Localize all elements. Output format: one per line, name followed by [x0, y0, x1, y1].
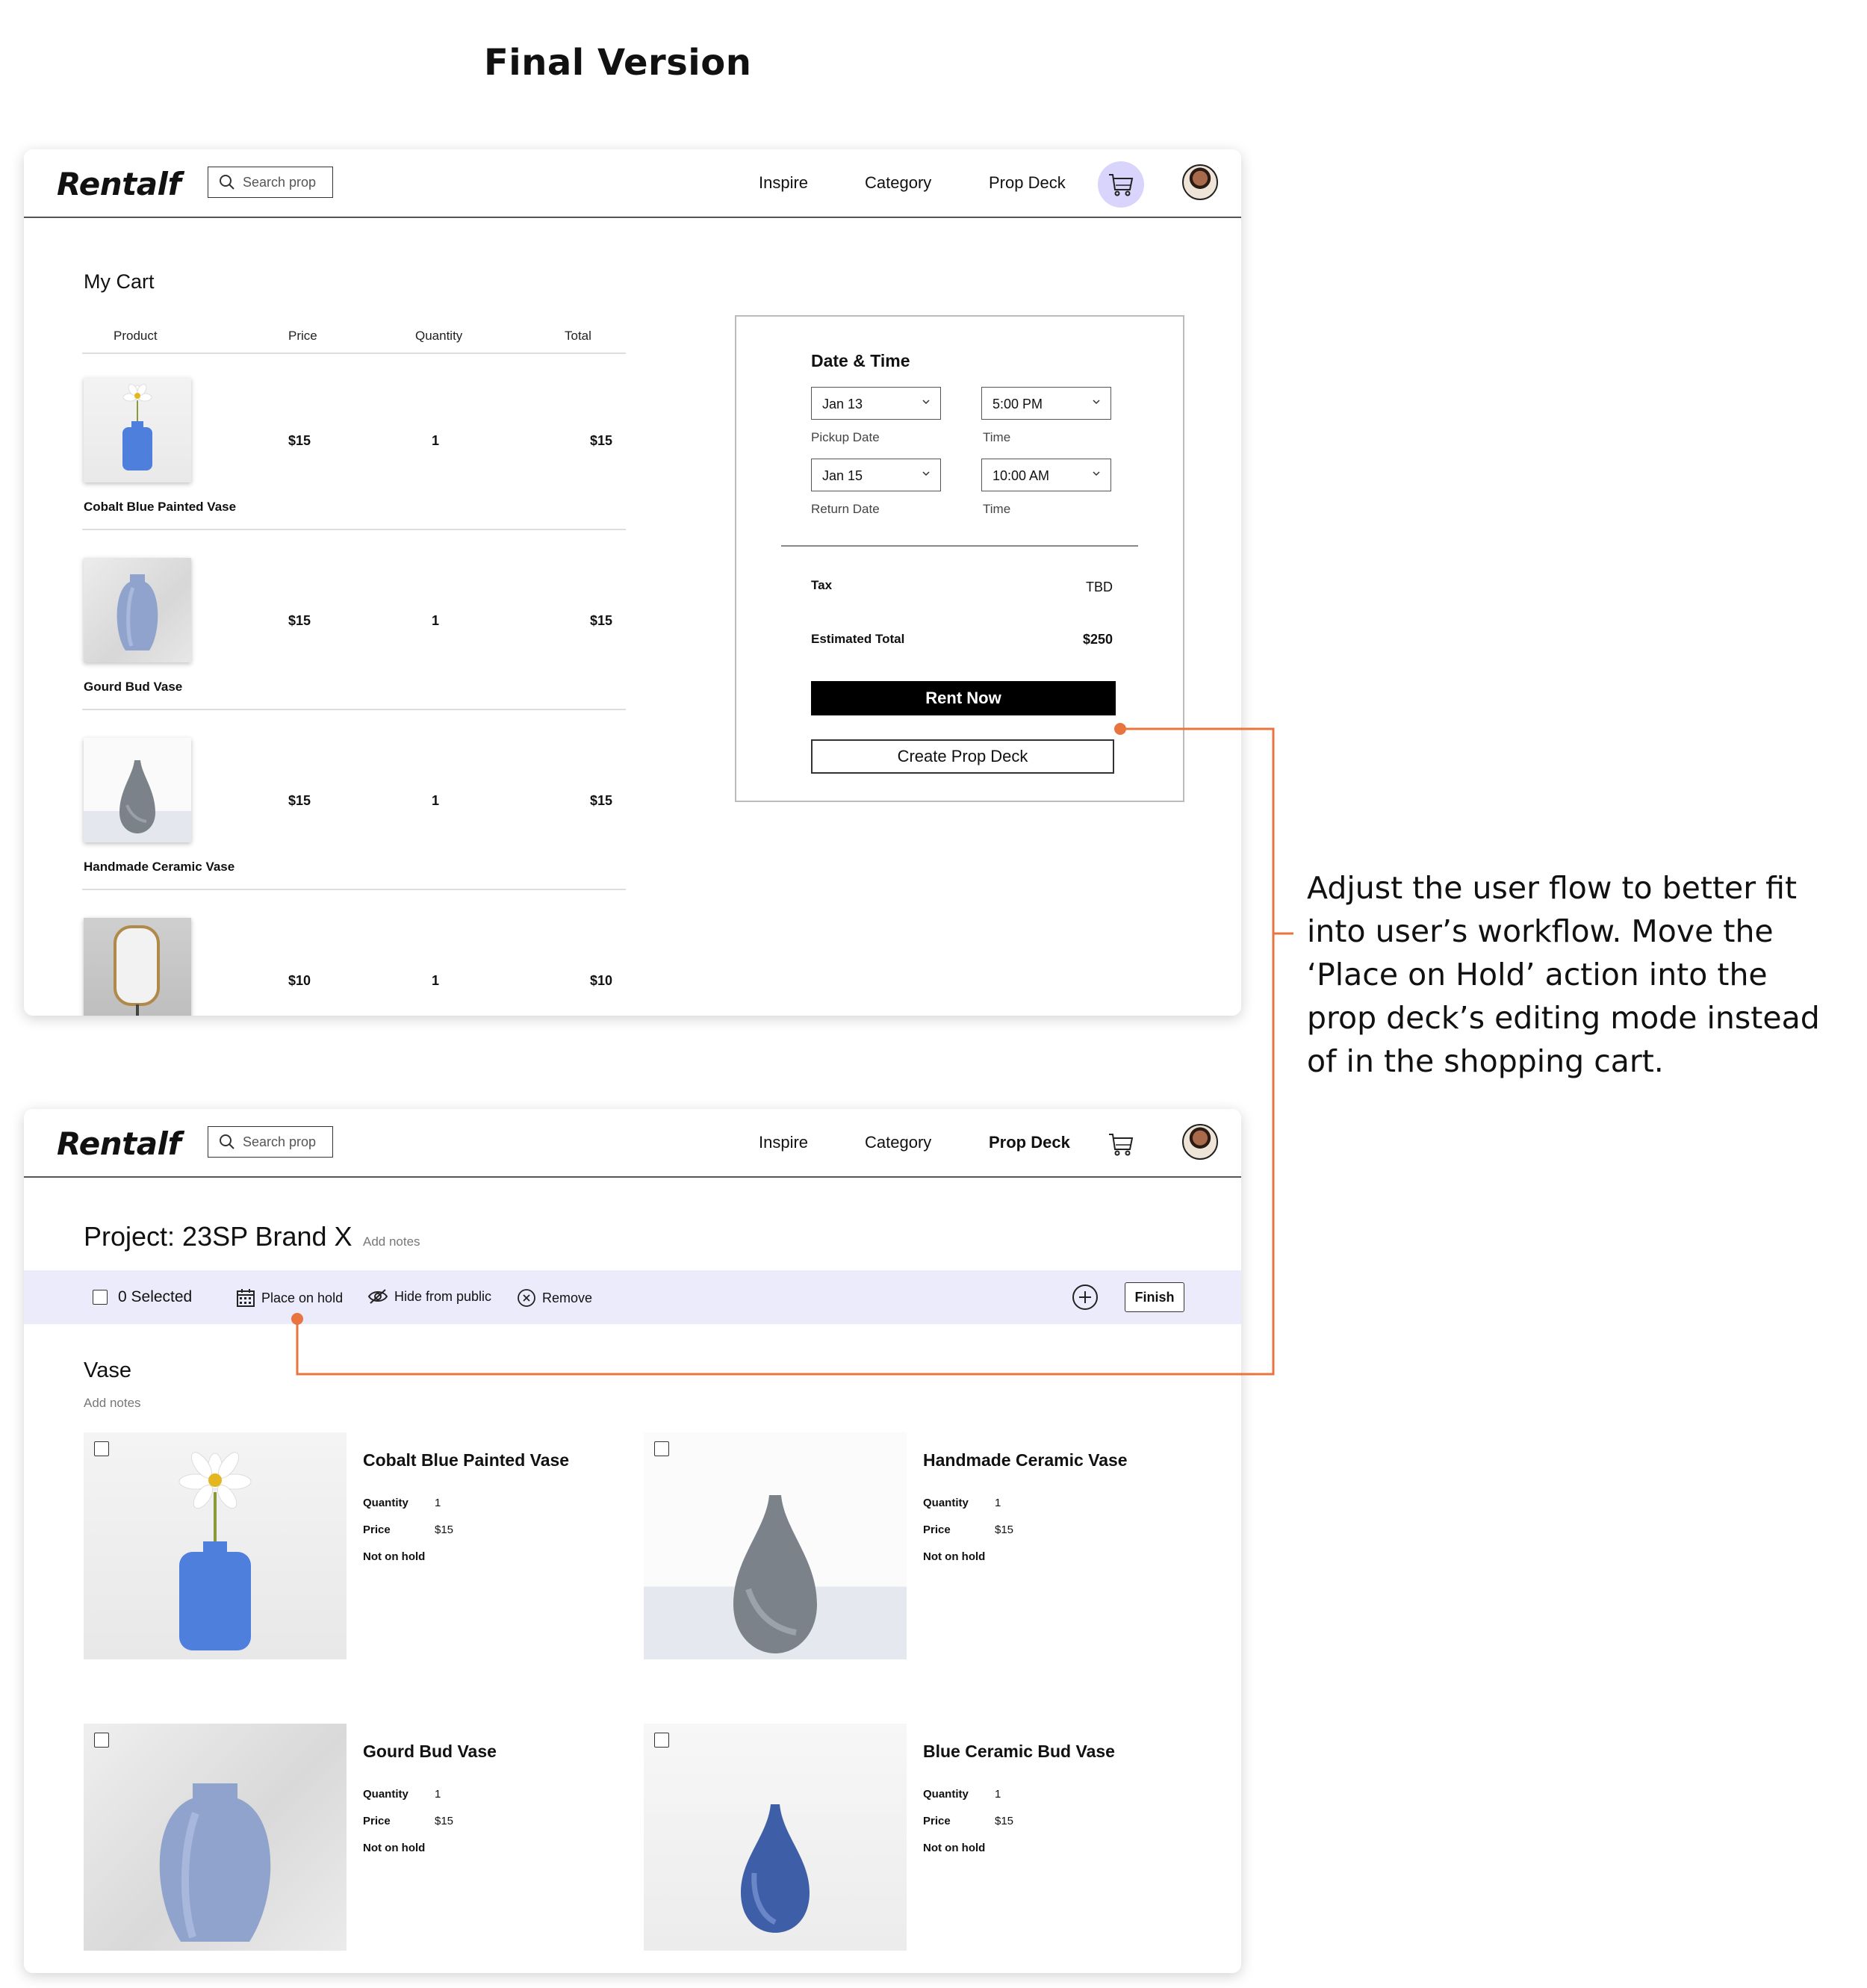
date-time-title: Date & Time: [811, 351, 910, 370]
prop-name: Cobalt Blue Painted Vase: [363, 1450, 570, 1470]
quantity-value: 1: [995, 1497, 1001, 1509]
estimated-total-value: $250: [1082, 632, 1113, 647]
return-date-value: Jan 15: [822, 468, 863, 483]
prop-name: Gourd Bud Vase: [363, 1742, 497, 1761]
logo[interactable]: Rentalf: [57, 166, 181, 202]
create-prop-deck-button[interactable]: Create Prop Deck: [811, 739, 1114, 774]
return-time-label: Time: [983, 502, 1011, 516]
product-total: $15: [590, 433, 613, 448]
annotation-note: Adjust the user flow to better fit into user’s workflow. Move the ‘Place on Hold’ action into the prop deck’s editing mode instead of in the shopping cart.: [1307, 870, 1820, 1079]
pickup-time-value: 5:00 PM: [992, 397, 1043, 411]
product-quantity[interactable]: 1: [432, 793, 440, 808]
quantity-value: 1: [435, 1788, 441, 1801]
prop-name: Handmade Ceramic Vase: [923, 1450, 1128, 1470]
product-total: $10: [590, 973, 613, 988]
product-name[interactable]: Cobalt Blue Painted Vase: [84, 500, 237, 514]
hide-from-public-label: Hide from public: [394, 1288, 492, 1304]
prop-name: Blue Ceramic Bud Vase: [923, 1742, 1115, 1761]
pickup-date-label: Pickup Date: [811, 430, 880, 444]
group-add-notes[interactable]: Add notes: [84, 1396, 141, 1410]
project-title[interactable]: Project: 23SP Brand X: [84, 1221, 352, 1252]
nav-inspire[interactable]: Inspire: [759, 173, 809, 192]
tax-value: TBD: [1086, 580, 1113, 594]
col-product: Product: [114, 329, 158, 343]
col-total: Total: [565, 329, 591, 343]
quantity-label: Quantity: [363, 1788, 408, 1801]
quantity-label: Quantity: [923, 1497, 969, 1509]
pickup-date-value: Jan 13: [822, 397, 863, 411]
remove-label: Remove: [542, 1290, 593, 1305]
tax-label: Tax: [811, 578, 833, 592]
annotation-connector-lines: [297, 729, 1293, 1374]
nav-prop-deck[interactable]: Prop Deck: [989, 1133, 1070, 1152]
estimated-total-label: Estimated Total: [811, 632, 905, 646]
product-name[interactable]: Gourd Bud Vase: [84, 680, 183, 694]
product-price: $15: [288, 613, 311, 628]
project-add-notes[interactable]: Add notes: [363, 1234, 420, 1249]
product-price: $15: [288, 793, 311, 808]
nav-inspire[interactable]: Inspire: [759, 1133, 809, 1152]
logo[interactable]: Rentalf: [57, 1125, 181, 1162]
annotation-dot-toolbar: [291, 1313, 303, 1325]
col-price: Price: [288, 329, 317, 343]
price-value: $15: [435, 1523, 454, 1536]
nav-prop-deck[interactable]: Prop Deck: [989, 173, 1066, 192]
price-value: $15: [995, 1523, 1014, 1536]
page-title: Final Version: [484, 42, 752, 84]
price-label: Price: [363, 1523, 391, 1536]
price-label: Price: [923, 1523, 951, 1536]
cart-heading: My Cart: [84, 270, 155, 293]
place-on-hold-label: Place on hold: [261, 1290, 344, 1305]
product-total: $15: [590, 613, 613, 628]
price-label: Price: [923, 1815, 951, 1827]
quantity-label: Quantity: [923, 1788, 969, 1801]
search-placeholder: Search prop: [243, 174, 317, 190]
pickup-time-label: Time: [983, 430, 1011, 444]
quantity-value: 1: [435, 1497, 441, 1509]
quantity-value: 1: [995, 1788, 1001, 1801]
finish-button[interactable]: Finish: [1125, 1282, 1184, 1312]
selected-count: 0 Selected: [118, 1288, 193, 1305]
return-date-label: Return Date: [811, 502, 880, 516]
price-value: $15: [435, 1815, 454, 1827]
product-price: $10: [288, 973, 311, 988]
product-quantity[interactable]: 1: [432, 973, 440, 988]
annotation-dot-cart: [1114, 723, 1126, 735]
product-name[interactable]: Handmade Ceramic Vase: [84, 860, 235, 874]
return-time-value: 10:00 AM: [992, 468, 1050, 483]
product-quantity[interactable]: 1: [432, 433, 440, 448]
nav-category[interactable]: Category: [865, 1133, 932, 1152]
price-value: $15: [995, 1815, 1014, 1827]
hold-status: Not on hold: [363, 1550, 426, 1563]
rent-now-button[interactable]: Rent Now: [811, 681, 1116, 715]
product-total: $15: [590, 793, 613, 808]
product-price: $15: [288, 433, 311, 448]
product-quantity[interactable]: 1: [432, 613, 440, 628]
nav-category[interactable]: Category: [865, 173, 932, 192]
col-quantity: Quantity: [415, 329, 463, 343]
quantity-label: Quantity: [363, 1497, 408, 1509]
price-label: Price: [363, 1815, 391, 1827]
group-title[interactable]: Vase: [84, 1358, 131, 1382]
search-placeholder: Search prop: [243, 1134, 317, 1149]
hold-status: Not on hold: [363, 1842, 426, 1854]
hold-status: Not on hold: [923, 1842, 986, 1854]
hold-status: Not on hold: [923, 1550, 986, 1563]
